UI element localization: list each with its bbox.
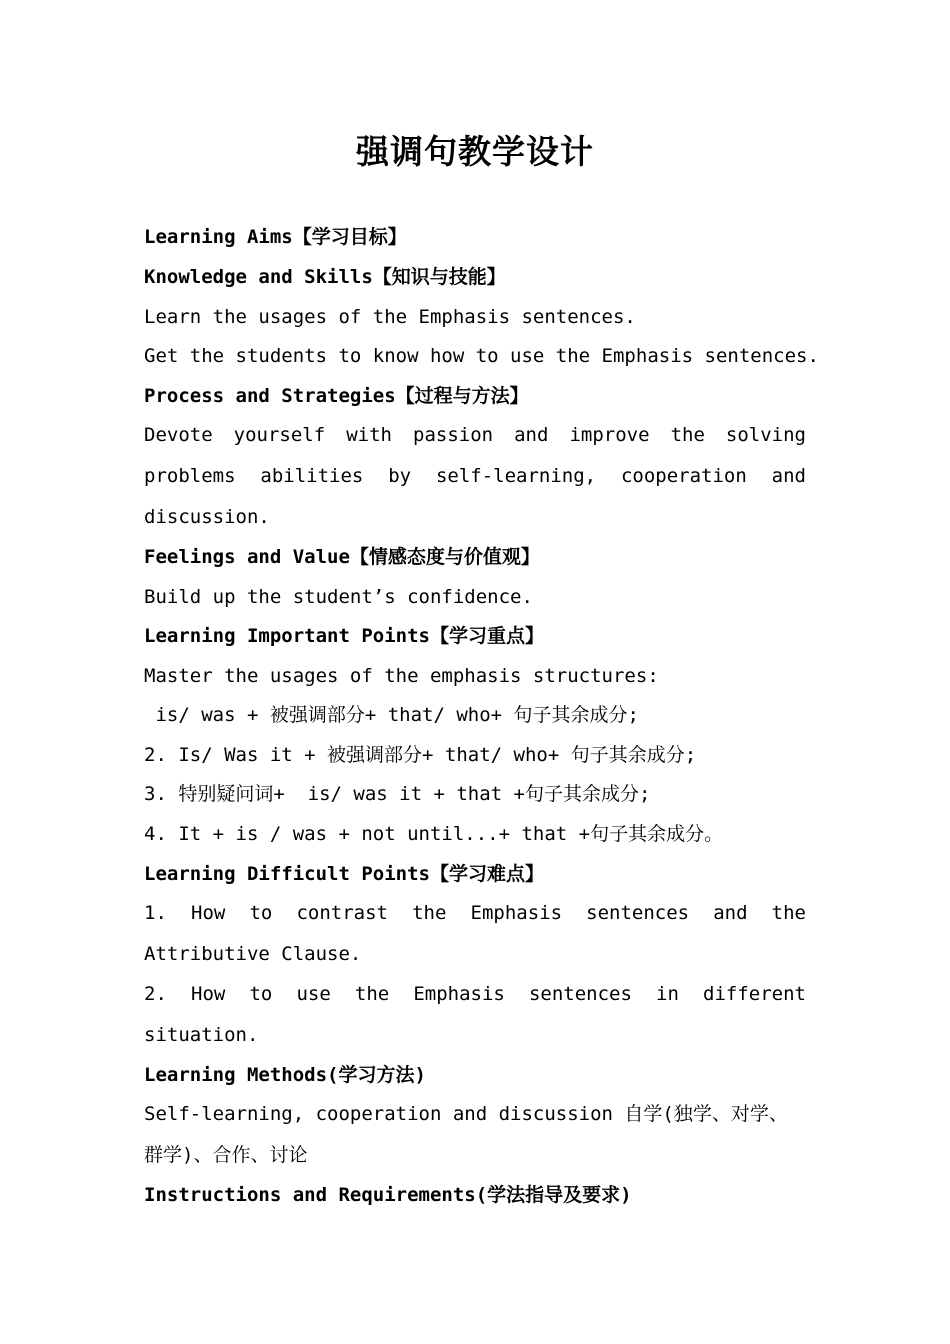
document-title: 强调句教学设计	[356, 132, 594, 171]
text-line: Devote yourself with passion and improve the solving	[144, 424, 806, 446]
heading-important-points: Learning Important Points【学习重点】	[144, 625, 544, 647]
text-line: Master the usages of the emphasis structures:	[144, 665, 659, 687]
heading-process-strategies: Process and Strategies【过程与方法】	[144, 385, 529, 407]
list-item: 1. How to contrast the Emphasis sentences and the	[144, 902, 806, 924]
heading-knowledge-skills: Knowledge and Skills【知识与技能】	[144, 266, 506, 288]
text-line: Learn the usages of the Emphasis sentences.	[144, 306, 636, 328]
text-line: Build up the student’s confidence.	[144, 586, 533, 608]
list-item: 4. It + is / was + not until...+ that +句子其余成分。	[144, 823, 724, 845]
text-line: discussion.	[144, 506, 270, 528]
text-line: Get the students to know how to use the Emphasis sentences.	[144, 345, 819, 367]
list-item: 2. How to use the Emphasis sentences in different	[144, 983, 806, 1005]
text-line: Self-learning, cooperation and discussion 自学(独学、对学、	[144, 1103, 788, 1125]
list-item: is/ was + 被强调部分+ that/ who+ 句子其余成分;	[144, 704, 639, 726]
text-line: 群学)、合作、讨论	[144, 1144, 308, 1166]
heading-learning-methods: Learning Methods(学习方法)	[144, 1064, 426, 1086]
text-line: problems abilities by self-learning, cooperation and	[144, 465, 806, 487]
text-line: Attributive Clause.	[144, 943, 362, 965]
heading-feelings-value: Feelings and Value【情感态度与价值观】	[144, 546, 540, 568]
list-item: 3. 特别疑问词+ is/ was it + that +句子其余成分;	[144, 783, 651, 805]
text-line: situation.	[144, 1024, 259, 1046]
heading-learning-aims: Learning Aims【学习目标】	[144, 226, 407, 248]
list-item: 2. Is/ Was it + 被强调部分+ that/ who+ 句子其余成分;	[144, 744, 697, 766]
heading-instructions-requirements: Instructions and Requirements(学法指导及要求)	[144, 1184, 632, 1206]
heading-difficult-points: Learning Difficult Points【学习难点】	[144, 863, 544, 885]
